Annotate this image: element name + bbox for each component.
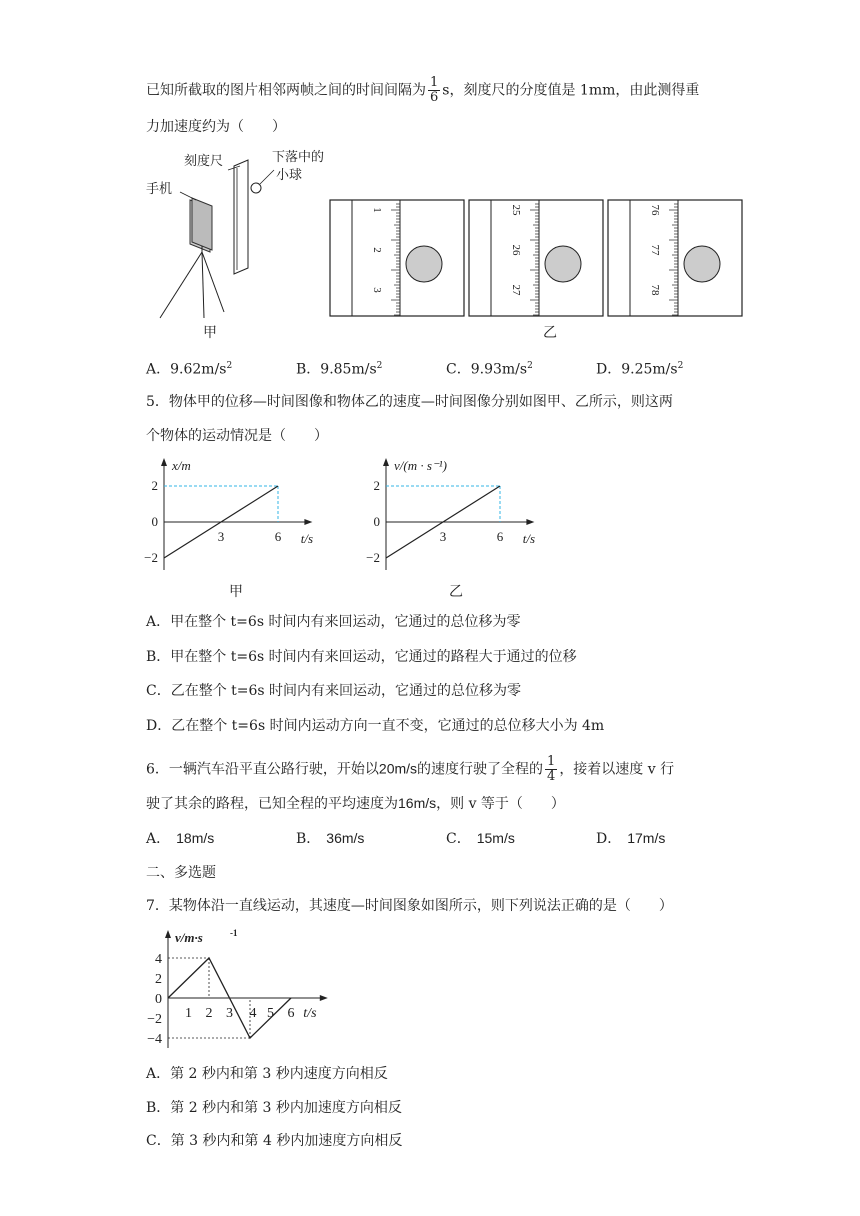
q5-graph-yi	[362, 452, 552, 582]
section-title-multi: 二、多选题	[146, 865, 216, 881]
y-tick-label: −2	[144, 550, 158, 565]
x-axis-arrow	[304, 519, 312, 525]
caption-jia-1: 甲	[203, 325, 217, 341]
q7-option-a[interactable]: A．第 2 秒内和第 3 秒内速度方向相反	[146, 1066, 388, 1082]
ruler-number: 1	[371, 207, 383, 213]
q4-frac-den: 6	[430, 90, 439, 105]
falling-ball	[545, 246, 581, 282]
y-tick-label: 0	[373, 514, 380, 529]
q6-speed1: 20m/s	[378, 760, 418, 777]
y-axis-arrow	[383, 458, 389, 466]
label-ball-1: 下落中的	[272, 150, 325, 165]
q4-line1-post: s，刻度尺的分度值是 1mm，由此测得重	[442, 82, 700, 99]
q7-text-line1: 7．某物体沿一直线运动，其速度—时间图象如图所示，则下列说法正确的是（ ）	[146, 898, 673, 914]
q4-text-line1	[146, 76, 699, 105]
y-tick-label: 0	[155, 992, 162, 1007]
x-axis-arrow	[320, 995, 328, 1001]
label-ball-2: 小球	[276, 168, 303, 183]
q5-caption-jia: 甲	[229, 584, 243, 600]
q5-caption-yi: 乙	[449, 584, 463, 600]
ruler-number: 76	[649, 204, 661, 216]
q4-text-line2: 力加速度约为（ ）	[146, 119, 286, 135]
q7-option-c[interactable]: C．第 3 秒内和第 4 秒内加速度方向相反	[146, 1133, 403, 1149]
q5-option-c[interactable]: C．乙在整个 t=6s 时间内有来回运动，它通过的总位移为零	[146, 683, 522, 699]
ball-icon	[251, 183, 261, 193]
q6-speed-avg: 16m/s	[398, 795, 437, 811]
q6-option-a[interactable]: A． 18m/s	[146, 830, 215, 847]
ruler-number: 27	[510, 284, 522, 296]
q5-option-d[interactable]: D．乙在整个 t=6s 时间内运动方向一直不变，它通过的总位移大小为 4m	[146, 718, 605, 734]
x-axis-arrow	[526, 519, 534, 525]
ruler-number: 25	[510, 204, 522, 216]
tripod-icon	[160, 246, 224, 318]
x-tick-label: 1	[185, 1006, 192, 1021]
q6-option-b[interactable]: B． 36m/s	[296, 830, 365, 847]
y-tick-label: −2	[366, 550, 380, 565]
ruler-number: 2	[371, 247, 383, 253]
q5-option-b[interactable]: B．甲在整个 t=6s 时间内有来回运动，它通过的路程大于通过的位移	[146, 649, 577, 665]
y-axis-label: v/(m · s⁻¹)	[394, 458, 447, 473]
q6-text-line1: 6．一辆汽车沿平直公路行驶，开始以20m/s的速度行驶了全程的 $\frac{1}{4}$ ，接着以速度 v 行	[146, 754, 675, 784]
x-tick-label: 6	[287, 1006, 295, 1021]
y-tick-label: −2	[147, 1012, 162, 1027]
q4-option-a[interactable]: A．$9.62m/s^2$	[146, 361, 233, 378]
q7-graph	[140, 924, 330, 1052]
q5-option-a[interactable]: A．甲在整个 t=6s 时间内有来回运动，它通过的总位移为零	[146, 614, 521, 630]
ruler-number: 26	[510, 244, 522, 256]
q7-option-b[interactable]: B．第 2 秒内和第 3 秒内加速度方向相反	[146, 1100, 402, 1116]
caption-yi-1: 乙	[543, 325, 557, 341]
x-axis-label: t/s	[300, 531, 314, 546]
q4-frames-figure	[328, 198, 748, 320]
q4-frac-num: 1	[430, 75, 439, 90]
q4-option-d[interactable]: D．$9.25m/s^2$	[596, 361, 684, 378]
x-tick-label: 3	[439, 529, 447, 544]
y-tick-label: −4	[147, 1032, 162, 1047]
x-tick-label: 6	[496, 529, 504, 544]
q4-option-b[interactable]: B．$9.85m/s^2$	[296, 361, 383, 378]
q5-text-line2: 个物体的运动情况是（ ）	[146, 428, 328, 444]
q4-apparatus-figure	[140, 140, 340, 340]
x-axis-label: t/s	[303, 1006, 317, 1021]
q5-graph-jia	[140, 452, 330, 582]
x-tick-label: 3	[226, 1006, 233, 1021]
q6-text-line2: 驶了其余的路程，已知全程的平均速度为16m/s，则 v 等于（ ）	[146, 795, 565, 812]
q4-line1-pre: 已知所截取的图片相邻两帧之间的时间间隔为	[146, 82, 426, 99]
q6-option-c[interactable]: C． 15m/s	[446, 830, 515, 847]
falling-ball	[406, 246, 442, 282]
label-phone: 手机	[146, 182, 173, 197]
ruler-number: 78	[649, 284, 661, 296]
y-axis-arrow	[161, 458, 167, 466]
label-ruler: 刻度尺	[184, 154, 224, 169]
y-tick-label: 4	[155, 952, 162, 967]
y-axis-label: v/m·s	[175, 930, 203, 945]
y-tick-label: 0	[151, 514, 158, 529]
y-axis-arrow	[165, 930, 171, 938]
x-tick-label: 4	[249, 1006, 257, 1021]
ruler-number: 3	[371, 287, 383, 293]
x-tick-label: 6	[274, 529, 282, 544]
q5-text-line1: 5．物体甲的位移—时间图像和物体乙的速度—时间图像分别如图甲、乙所示，则这两	[146, 394, 673, 410]
y-tick-label: 2	[151, 478, 158, 493]
x-tick-label: 3	[217, 529, 225, 544]
y-tick-label: 2	[373, 478, 380, 493]
q4-fraction	[428, 76, 440, 105]
phone-icon	[190, 198, 212, 252]
y-tick-label: 2	[155, 972, 162, 987]
q6-option-d[interactable]: D． 17m/s	[596, 830, 666, 847]
q6-fraction: $\frac{1}{4}$	[547, 754, 556, 784]
x-axis-label: t/s	[522, 531, 536, 546]
y-axis-label: x/m	[172, 458, 191, 473]
ruler-number: 77	[649, 244, 661, 256]
x-tick-label: 2	[205, 1006, 213, 1021]
falling-ball	[684, 246, 720, 282]
q4-option-c[interactable]: C．$9.93m/s^2$	[446, 361, 533, 378]
ruler-icon	[234, 160, 248, 274]
x-tick-label: 5	[267, 1006, 274, 1021]
y-axis-label-sup: -1	[230, 928, 238, 938]
